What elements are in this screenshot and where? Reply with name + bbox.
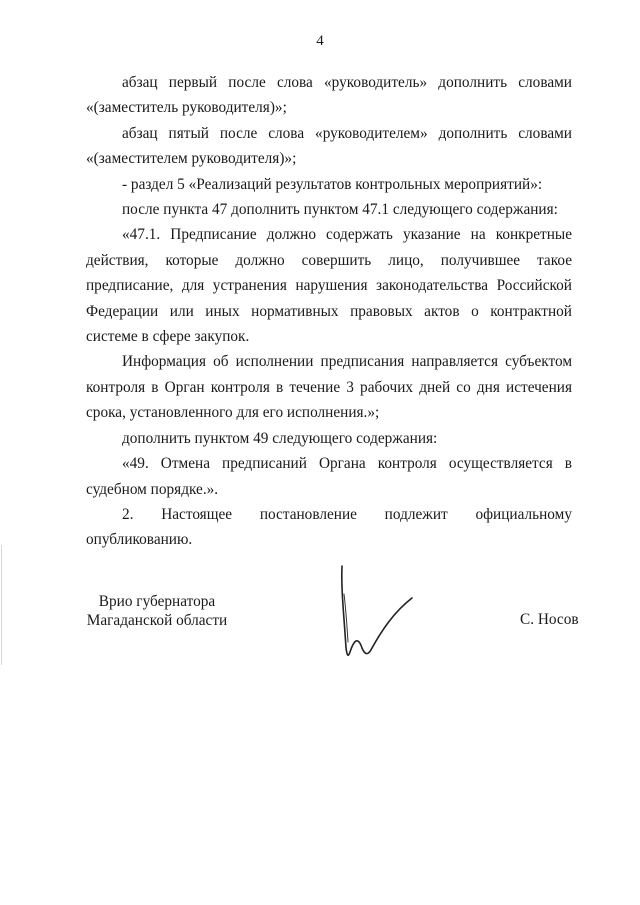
paragraph-1: абзац первый после слова «руководитель» дополнить словами «(заместитель руководителя)»; <box>86 74 572 117</box>
handwritten-signature <box>330 560 430 670</box>
paragraph-8: «49. Отмена предписаний Органа контроля осуществляется в судебном порядке.». <box>86 455 572 498</box>
paragraph-9: 2. Настоящее постановление подлежит официальному опубликованию. <box>86 505 572 549</box>
signatory-position <box>82 592 232 630</box>
page-number: 4 <box>316 33 324 49</box>
signatory-name: С. Носов <box>520 611 579 628</box>
paragraph-7: дополнить пунктом 49 следующего содержания: <box>122 429 438 447</box>
signatory-position-line1: Врио губернатора <box>98 593 216 610</box>
signatory-position-line2: Магаданской области <box>86 612 228 629</box>
paragraph-6: Информация об исполнении предписания направляется субъектом контроля в Орган контроля в течение 3 рабочих дней со дня истечения срока, установленного для его исполнения.»; <box>86 353 572 422</box>
paragraph-2: абзац пятый после слова «руководителем» дополнить словами «(заместителем руководителя)»; <box>86 124 572 168</box>
paragraph-3: - раздел 5 «Реализаций результатов контрольных мероприятий»: <box>122 175 543 193</box>
document-body <box>86 70 572 553</box>
paragraph-5: «47.1. Предписание должно содержать указание на конкретные действия, которые должно совершить лицо, получившее такое предписание, для устранения нарушения законодательства Российской Федерации или иных нормативных правовых актов о контрактной системе в сфере закупок. <box>86 226 572 346</box>
paragraph-4: после пункта 47 дополнить пунктом 47.1 следующего содержания: <box>122 201 558 219</box>
scan-edge-line <box>1 545 2 665</box>
